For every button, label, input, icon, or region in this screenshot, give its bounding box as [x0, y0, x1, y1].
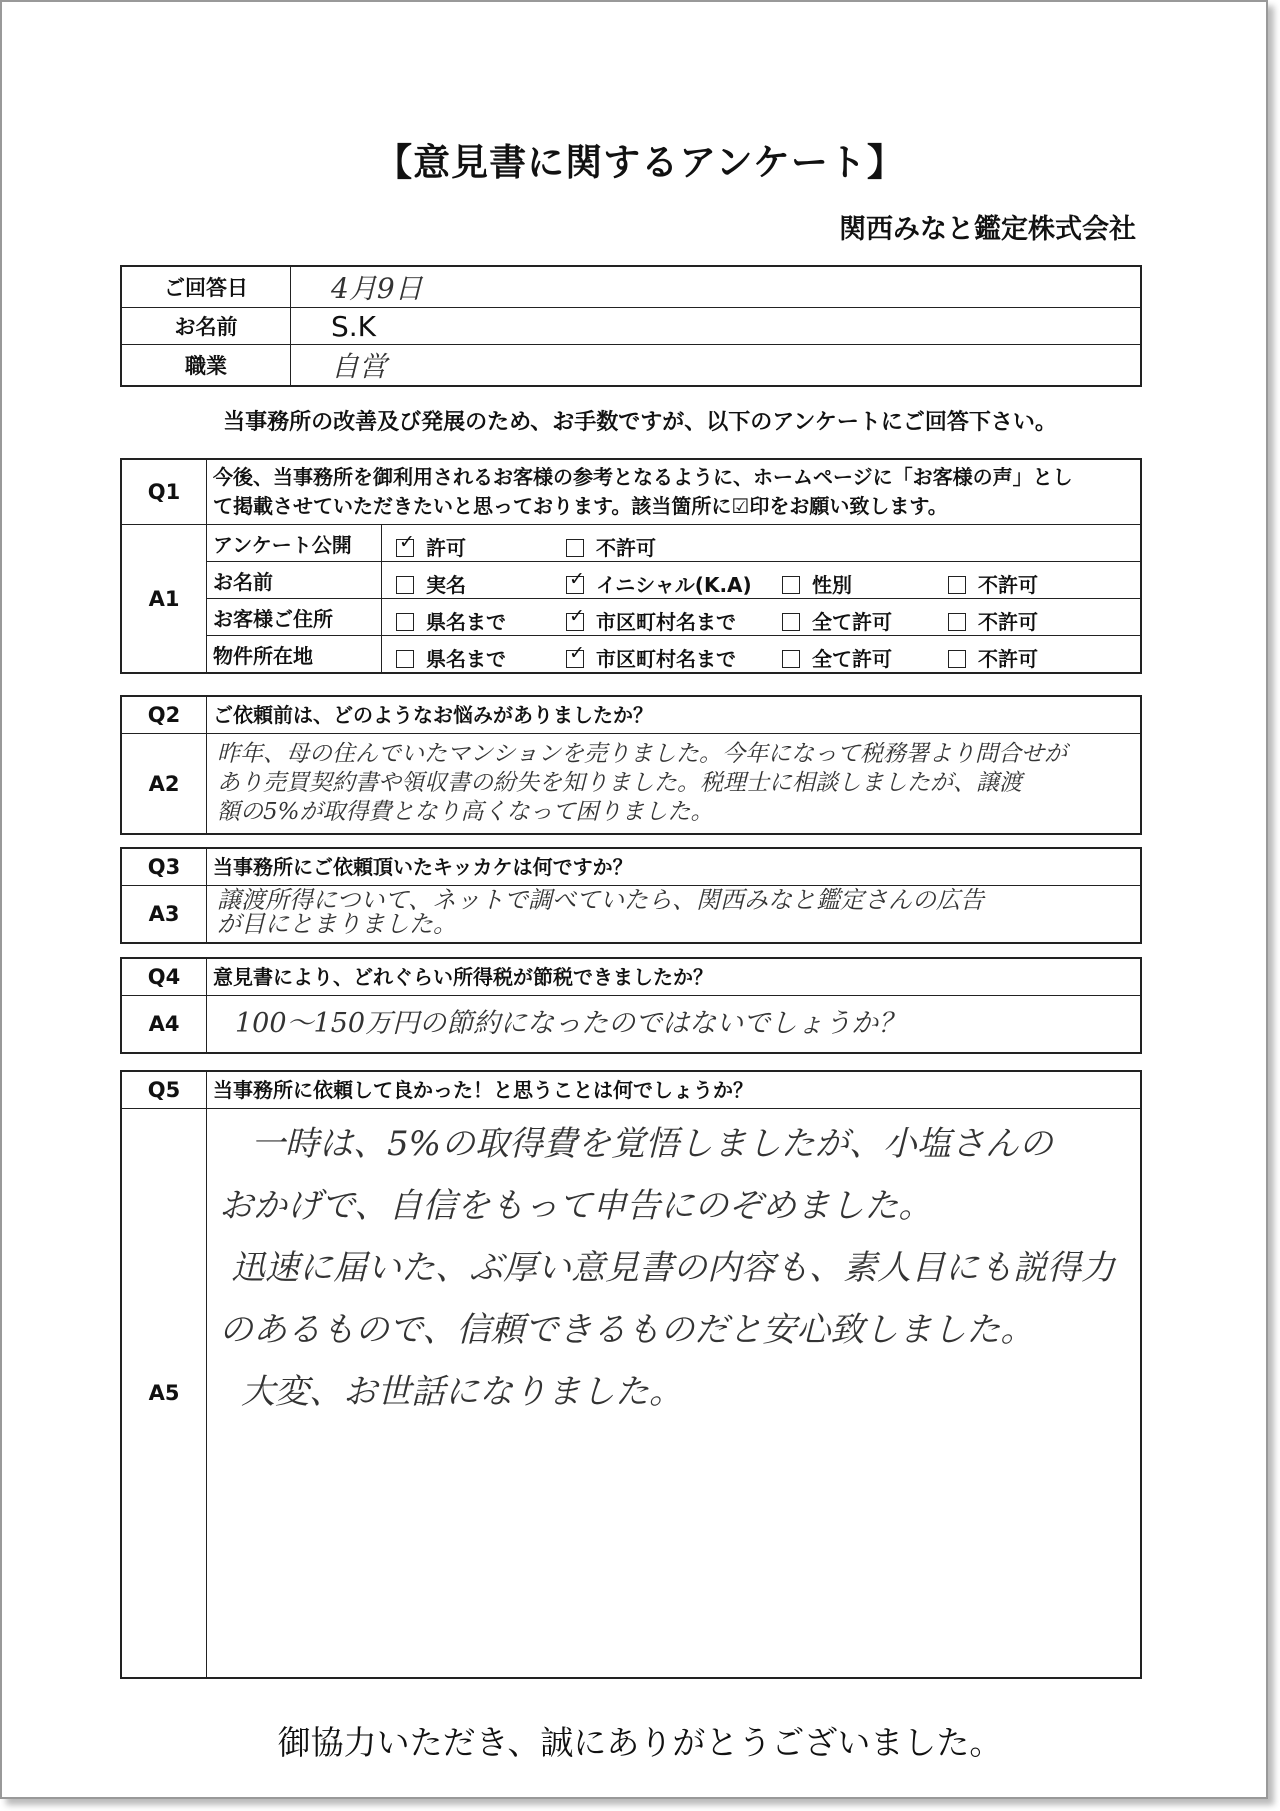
a4-answer: 100〜150万円の節約になったのではないでしょうか？	[207, 996, 1142, 1054]
q3-label: Q3	[121, 848, 207, 886]
option-label: 県名まで	[426, 647, 506, 671]
checkbox-address-all[interactable]	[782, 613, 800, 631]
q3-text: 当事務所にご依頼頂いたキッカケは何ですか？	[207, 848, 1142, 886]
option-label: 不許可	[978, 573, 1038, 597]
option-label: 全て許可	[812, 647, 892, 671]
a1-row-name-options	[382, 562, 1142, 599]
q1-label: Q1	[121, 459, 207, 525]
option-label: 市区町村名まで	[596, 610, 736, 634]
q3-a3-block	[120, 847, 1142, 944]
checkbox-address-prefecture[interactable]	[396, 613, 414, 631]
a2-label: A2	[121, 734, 207, 835]
q2-a2-block	[120, 695, 1142, 835]
checkbox-property-prefecture[interactable]	[396, 650, 414, 668]
name-label: お名前	[121, 308, 291, 345]
option-label: イニシャル(K.A)	[596, 573, 752, 597]
q5-a5-block	[120, 1070, 1142, 1679]
checkbox-publish-deny[interactable]	[566, 539, 584, 557]
date-label: ご回答日	[121, 266, 291, 308]
a3-label: A3	[121, 886, 207, 944]
a3-line: 譲渡所得について、ネットで調べていたら、関西みなと鑑定さんの広告	[217, 886, 985, 914]
option-label: 許可	[426, 536, 466, 560]
a5-line: 大変、お世話になりました。	[241, 1372, 683, 1412]
option-label: 性別	[812, 573, 852, 597]
checkbox-address-city[interactable]	[566, 613, 584, 631]
a2-answer	[207, 734, 1142, 835]
a1-label: A1	[121, 525, 207, 674]
checkbox-property-all[interactable]	[782, 650, 800, 668]
option-label: 不許可	[978, 647, 1038, 671]
q5-text: 当事務所に依頼して良かった！と思うことは何でしょうか？	[207, 1071, 1142, 1109]
a5-line: 一時は、5%の取得費を覚悟しましたが、小塩さんの	[251, 1124, 1053, 1164]
q1-text	[207, 459, 1142, 525]
closing-message: 御協力いただき、誠にありがとうございました。	[277, 1723, 1003, 1762]
a1-row-publish-options	[382, 525, 1142, 562]
a5-answer	[207, 1109, 1142, 1679]
checkbox-property-city[interactable]	[566, 650, 584, 668]
checkbox-property-deny[interactable]	[948, 650, 966, 668]
option-label: 不許可	[596, 536, 656, 560]
name-value: S.K	[291, 308, 1142, 345]
respondent-info-table	[120, 265, 1142, 387]
date-value: 4月9日	[291, 266, 1142, 308]
q1-text-line1: 今後、当事務所を御利用されるお客様の参考となるように、ホームページに「お客様の声」とし	[213, 465, 1073, 489]
q4-a4-block	[120, 957, 1142, 1054]
intro-text: 当事務所の改善及び発展のため、お手数ですが、以下のアンケートにご回答下さい。	[223, 410, 1057, 435]
a4-label: A4	[121, 996, 207, 1054]
a5-line: おかげで、自信をもって申告にのぞめました。	[219, 1186, 933, 1226]
a2-line: あり売買契約書や領収書の紛失を知りました。税理士に相談しましたが、譲渡	[217, 770, 1022, 796]
q2-label: Q2	[121, 696, 207, 734]
a5-label: A5	[121, 1109, 207, 1679]
q4-label: Q4	[121, 958, 207, 996]
job-value: 自営	[291, 345, 1142, 387]
a1-row-property-options	[382, 636, 1142, 674]
checkbox-address-deny[interactable]	[948, 613, 966, 631]
option-label: 県名まで	[426, 610, 506, 634]
company-name: 関西みなと鑑定株式会社	[839, 214, 1136, 245]
a3-answer	[207, 886, 1142, 944]
a1-row-category: アンケート公開	[207, 525, 382, 562]
checkbox-name-gender[interactable]	[782, 576, 800, 594]
q1-text-line2: て掲載させていただきたいと思っております。該当箇所に☑印をお願い致します。	[213, 494, 948, 518]
a2-line: 額の5%が取得費となり高くなって困りました。	[217, 799, 714, 825]
option-label: 実名	[426, 573, 466, 597]
checkbox-publish-allow[interactable]	[396, 539, 414, 557]
option-label: 市区町村名まで	[596, 647, 736, 671]
a1-row-address-options	[382, 599, 1142, 636]
q1-a1-block	[120, 458, 1142, 674]
checkbox-name-initial[interactable]	[566, 576, 584, 594]
a1-row-category: お客様ご住所	[207, 599, 382, 636]
page-title: 【意見書に関するアンケート】	[375, 141, 905, 184]
a1-row-category: お名前	[207, 562, 382, 599]
a2-line: 昨年、母の住んでいたマンションを売りました。今年になって税務署より問合せが	[217, 741, 1067, 767]
checkbox-name-real[interactable]	[396, 576, 414, 594]
a5-line: 迅速に届いた、ぶ厚い意見書の内容も、素人目にも説得力	[231, 1248, 1115, 1288]
job-label: 職業	[121, 345, 291, 387]
option-label: 不許可	[978, 610, 1038, 634]
q4-text: 意見書により、どれぐらい所得税が節税できましたか？	[207, 958, 1142, 996]
checkbox-name-deny[interactable]	[948, 576, 966, 594]
option-label: 全て許可	[812, 610, 892, 634]
a1-row-category: 物件所在地	[207, 636, 382, 674]
q5-label: Q5	[121, 1071, 207, 1109]
a3-line: が目にとまりました。	[217, 910, 457, 938]
a5-line: のあるもので、信頼できるものだと安心致しました。	[219, 1310, 1035, 1350]
q2-text: ご依頼前は、どのようなお悩みがありましたか？	[207, 696, 1142, 734]
